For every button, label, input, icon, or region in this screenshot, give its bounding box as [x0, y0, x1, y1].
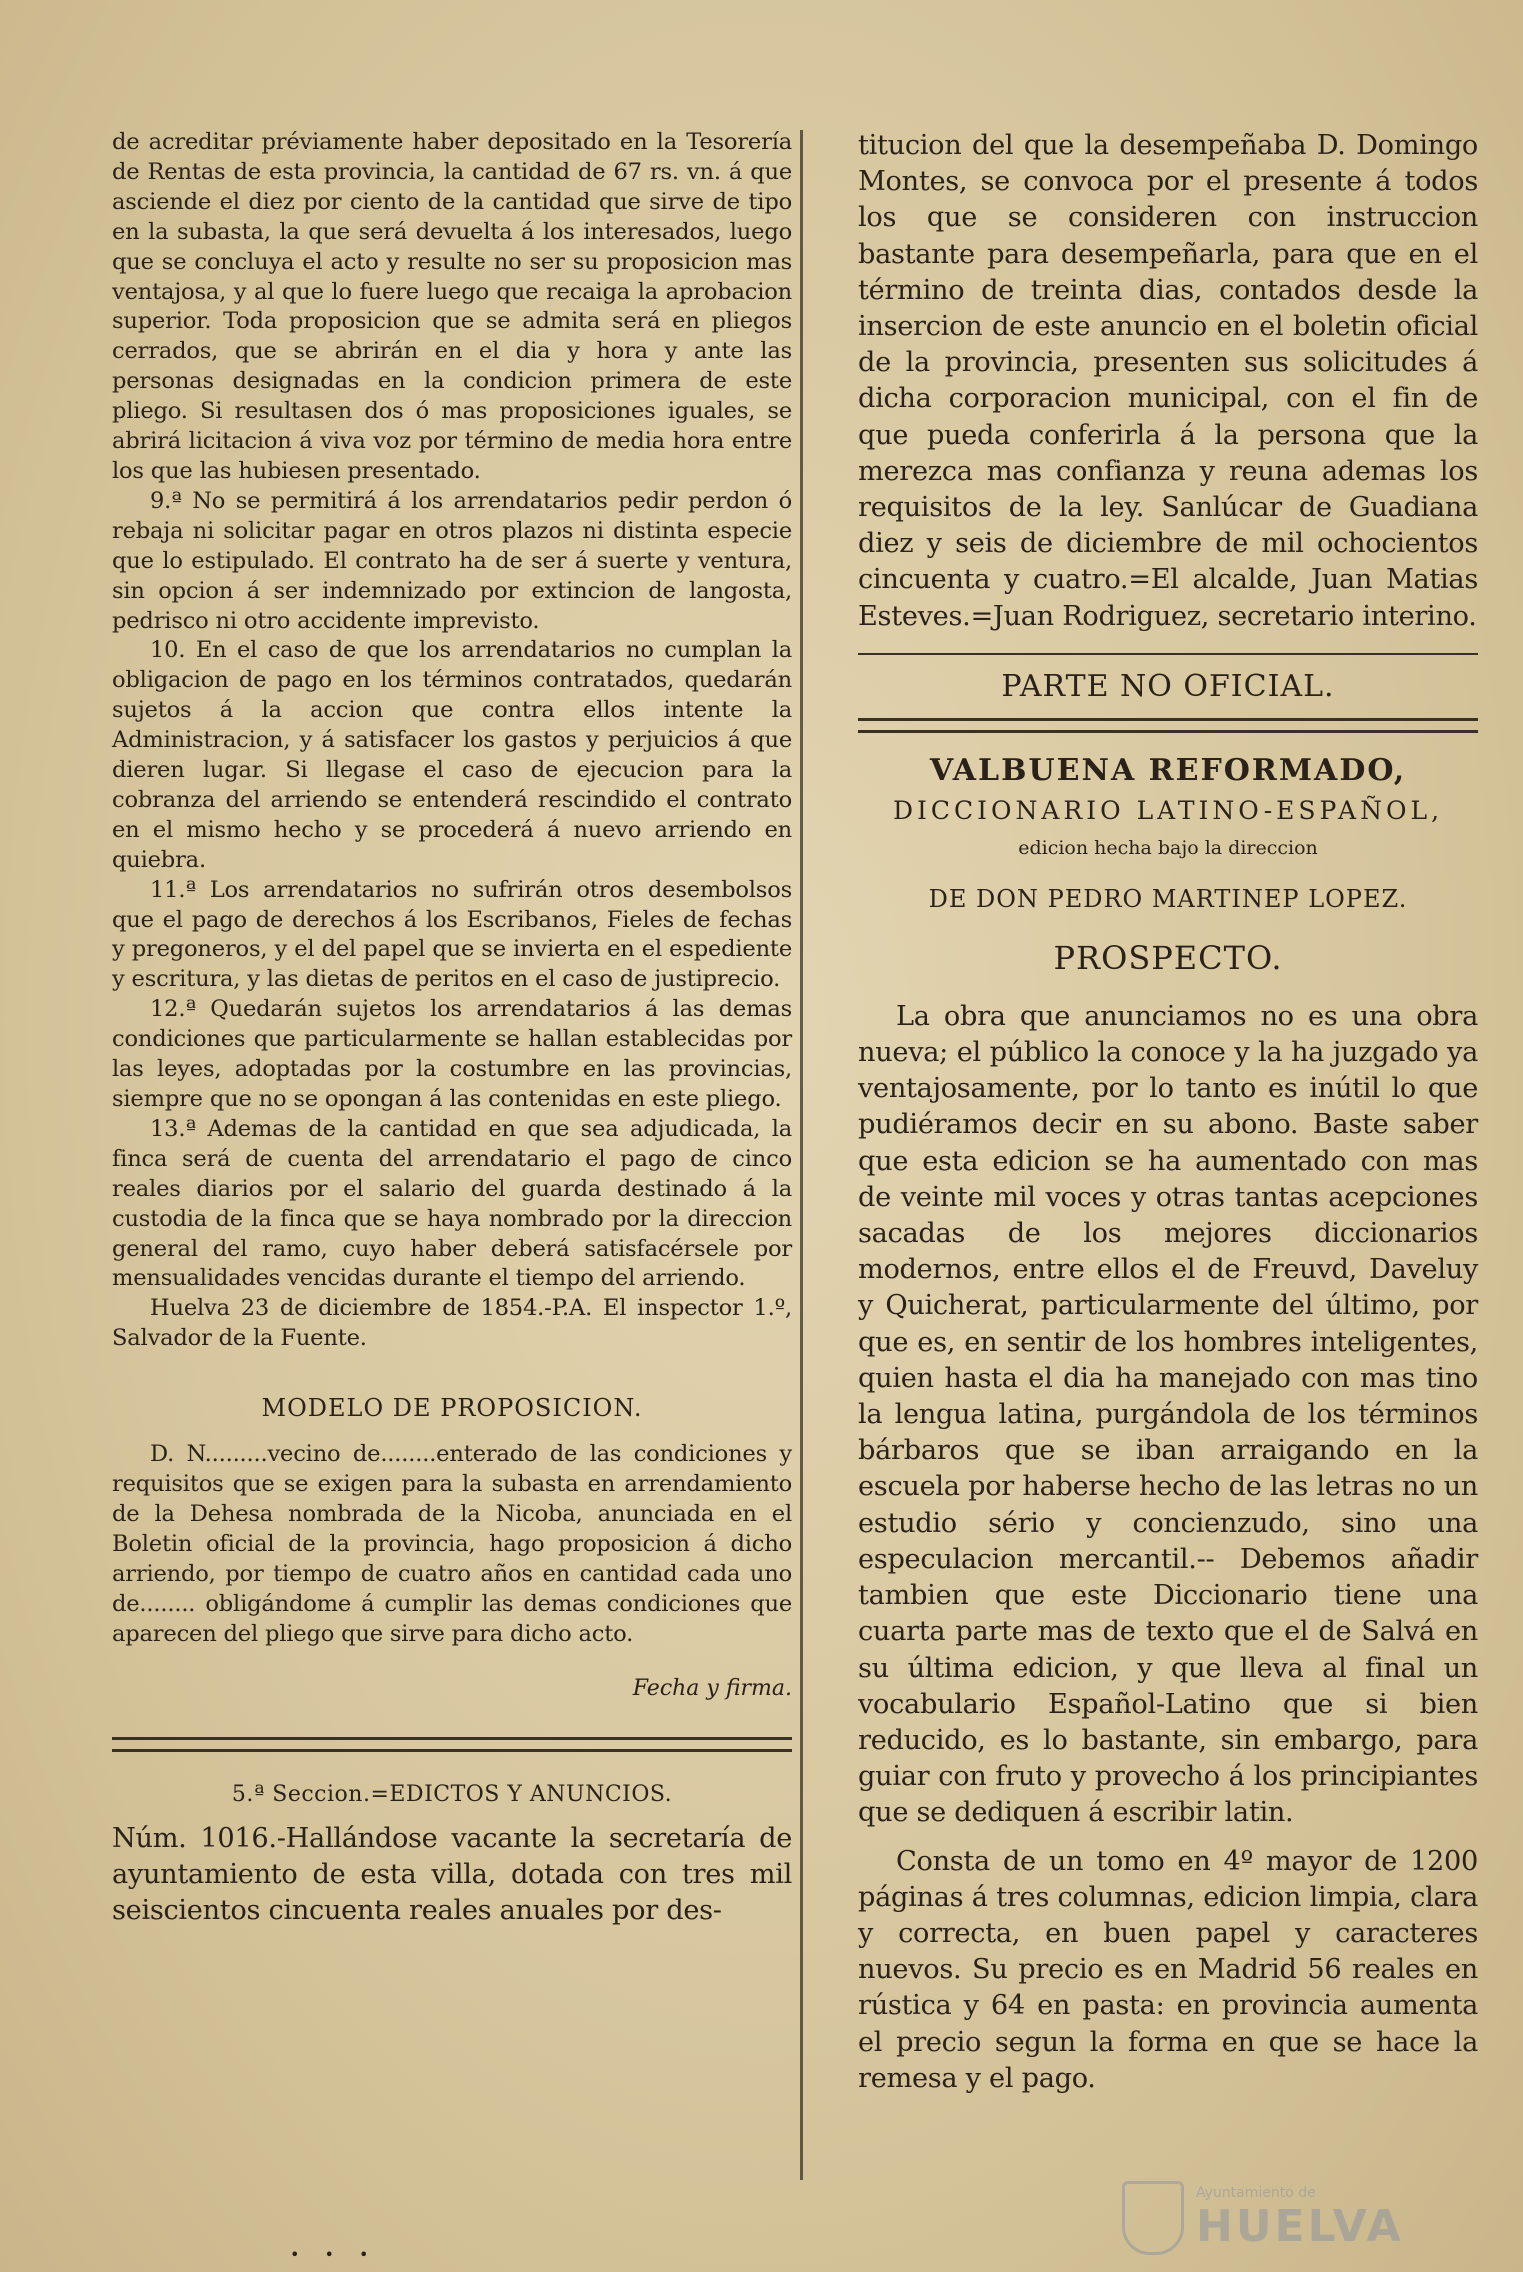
right-paragraph-1: titucion del que la desempeñaba D. Domingo Montes, se convoca por el presente á todos los que se consideren con instruccion bastante para desempeñarla, para que en el término de treinta dias, contados desde la insercion de este anuncio en el boletin oficial de la provincia, presenten sus solicitudes á dicha corporacion municipal, con el fin de que pueda conferirla á la persona que la merezca mas confianza y reuna ademas los requisitos de la ley. Sanlúcar de Guadiana diez y seis de diciembre de mil ochocientos cincuenta y cuatro.=El alcalde, Juan Matias Esteves.=Juan Rodriguez, secretario interino.: [858, 130, 1478, 632]
right-column: [858, 128, 1478, 2097]
dictionary-subtitle: DICCIONARIO LATINO-ESPAÑOL,: [892, 795, 1444, 825]
left-paragraph-1: de acreditar préviamente haber depositado en la Tesorería de Rentas de esta provincia, la cantidad de 67 rs. vn. á que asciende el diez por ciento de la cantidad que sirve de tipo en la subasta, la que será devuelta á los interesados, luego que se concluya el acto y resulte no ser su proposicion mas ventajosa, y al que lo fuere luego que recaiga la aprobacion superior. Toda proposicion que se admita será en pliegos cerrados, que se abrirán en el dia y hora y ante las personas designadas en la condicion primera de este pliego. Si resultasen dos ó mas proposiciones iguales, se abrirá licitacion á viva voz por término de media hora entre los que las hubiesen presentado.: [112, 129, 792, 484]
column-divider: [800, 130, 803, 2180]
archive-watermark: [1122, 2178, 1462, 2258]
rule-bottom: [858, 718, 1478, 733]
prospecto-paragraph-1: La obra que anunciamos no es una obra nueva; el público la conoce y la ha juzgado ya ventajosamente, por lo tanto es inútil lo que pudiéramos decir en su abono. Baste saber que esta edicion se ha aumentado con mas de veinte mil voces y otras tantas acepciones sacadas de los mejores diccionarios modernos, entre ellos el de Freuvd, Daveluy y Quicherat, particularmente del último, por que es, en sentir de los hombres inteligentes, quien hasta el dia ha manejado con mas tino la lengua latina, purgándola de los términos bárbaros que se iban arraigando en la escuela por haberse hecho de las letras no un estudio sério y concienzudo, sino una especulacion mercantil.-- Debemos añadir tambien que este Diccionario tiene una cuarta parte mas de texto que el de Salvá en su última edicion, y que lleva al final un vocabulario Español-Latino que si bien reducido, es lo bastante, sin embargo, para guiar con fruto y provecho á los principiantes que se dediquen á escribir latin.: [858, 1000, 1478, 1829]
director-name: DE DON PEDRO MARTINEP LOPEZ.: [928, 884, 1408, 913]
edition-note: edicion hecha bajo la direccion: [1018, 836, 1318, 859]
announcement-start: Núm. 1016.-Hallándose vacante la secretaría de ayuntamiento de esta villa, dotada con tres mil seiscientos cincuenta reales anuales por des-: [112, 1822, 792, 1926]
condition-12: 12.ª Quedarán sujetos los arrendatarios á las demas condiciones que particularmente se hallan establecidas por las leyes, adoptadas por la costumbre en las provincias, siempre que no se opongan á las contenidas en este pliego.: [112, 996, 792, 1112]
prospecto-paragraph-2: Consta de un tomo en 4º mayor de 1200 páginas á tres columnas, edicion limpia, clara y correcta, en buen papel y caracteres nuevos. Su precio es en Madrid 56 reales en rústica y 64 en pasta: en provincia aumenta el precio segun la forma en que se hace la remesa y el pago.: [858, 1845, 1478, 2094]
modelo-title: MODELO DE PROPOSICION.: [261, 1394, 643, 1423]
footer-ornament: • • •: [290, 2245, 379, 2264]
rule-top: [858, 653, 1478, 655]
watermark-name: HUELVA: [1196, 2200, 1404, 2252]
condition-9: 9.ª No se permitirá á los arrendatarios pedir perdon ó rebaja ni solicitar pagar en otros plazos ni distinta especie que lo estipulado. El contrato ha de ser á suerte y ventura, sin opcion á ser indemnizado por extincion de langosta, pedrisco ni otro accidente imprevisto.: [112, 487, 792, 634]
condition-13: 13.ª Ademas de la cantidad en que sea adjudicada, la finca será de cuenta del arrendatario el pago de cinco reales diarios por el salario del guarda destinado á la custodia de la finca que se haya nombrado por la direccion general del ramo, cuyo haber deberá satisfacérsele por mensualidades vencidas durante el tiempo del arriendo.: [112, 1115, 792, 1292]
watermark-text: [1196, 2185, 1404, 2252]
fecha-firma: Fecha y firma.: [632, 1675, 792, 1701]
condition-10: 10. En el caso de que los arrendatarios no cumplan la obligacion de pago en los términos contratados, quedarán sujetos á la accion que contra ellos intente la Administracion, y á satisfacer los gastos y perjuicios á que dieren lugar. Si llegase el caso de ejecucion para la cobranza del arriendo se entenderá rescindido el contrato en el mismo hecho y se procederá á nuevo arriendo en quiebra.: [112, 637, 792, 873]
prospecto-heading: PROSPECTO.: [1053, 938, 1283, 977]
left-column: [112, 128, 792, 1929]
section-heading: 5.ª Seccion.=EDICTOS Y ANUNCIOS.: [231, 1781, 673, 1807]
dictionary-title: VALBUENA REFORMADO,: [929, 752, 1407, 788]
condition-11: 11.ª Los arrendatarios no sufrirán otros desembolsos que el pago de derechos á los Escribanos, Fieles de fechas y pregoneros, y el del papel que se invierta en el espediente y escritura, y las dietas de peritos en el caso de justiprecio.: [112, 876, 792, 993]
section-rule: [112, 1737, 792, 1752]
watermark-top: Ayuntamiento de: [1196, 2184, 1316, 2201]
signature-line: Huelva 23 de diciembre de 1854.-P.A. El inspector 1.º, Salvador de la Fuente.: [112, 1295, 792, 1352]
modelo-body: D. N.........vecino de........enterado de las condiciones y requisitos que se exigen para la subasta en arrendamiento de la Dehesa nombrada de la Nicoba, anunciada en el Boletin oficial de la provincia, hago proposicion á dicho arriendo, por tiempo de cuatro años en cantidad cada uno de........ obligándome á cumplir las demas condiciones que aparecen del pliego que sirve para dicho acto.: [112, 1441, 792, 1647]
parte-no-oficial: PARTE NO OFICIAL.: [1001, 668, 1335, 704]
shield-icon: [1122, 2181, 1184, 2255]
